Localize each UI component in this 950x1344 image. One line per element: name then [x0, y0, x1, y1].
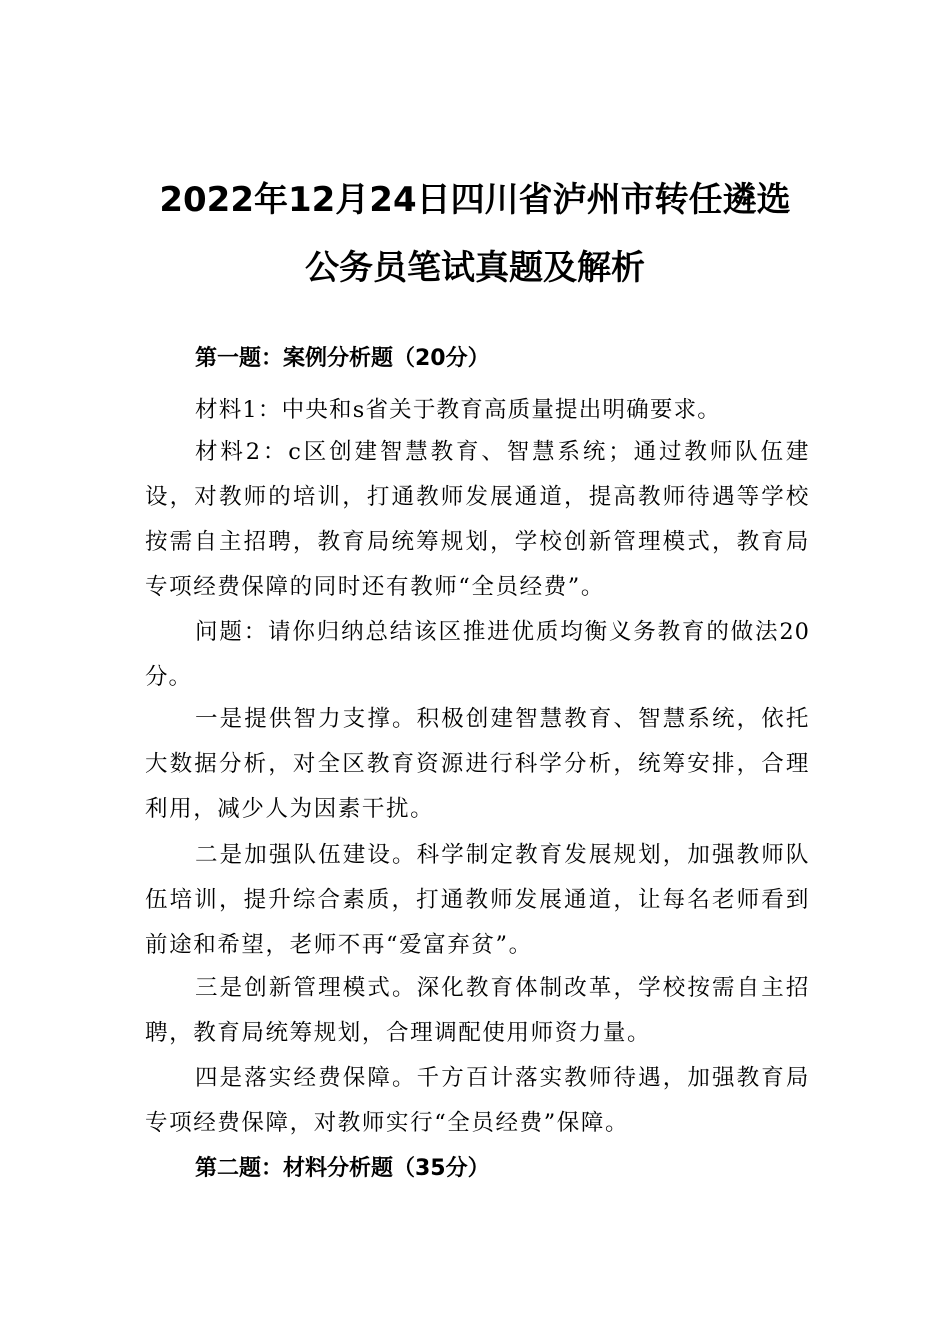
section1-heading: 第一题：案例分析题（20分） [195, 346, 490, 371]
answer4-paragraph: 四是落实经费保障。千方百计落实教师待遇，加强教育局专项经费保障，对教师实行“全员经费”保障。 [145, 1065, 810, 1136]
answer2-paragraph: 二是加强队伍建设。科学制定教育发展规划，加强教师队伍培训，提升综合素质，打通教师发展通道，让每名老师看到前途和希望，老师不再“爱富弃贫”。 [145, 842, 810, 958]
answer1-paragraph: 一是提供智力支撑。积极创建智慧教育、智慧系统，依托大数据分析，对全区教育资源进行科学分析，统筹安排，合理利用，减少人为因素干扰。 [145, 706, 810, 822]
question-paragraph: 问题：请你归纳总结该区推进优质均衡义务教育的做法20分。 [145, 619, 810, 690]
document-title-line2: 公务员笔试真题及解析 [305, 248, 645, 288]
answer3-paragraph: 三是创新管理模式。深化教育体制改革，学校按需自主招聘，教育局统筹规划，合理调配使用师资力量。 [145, 975, 810, 1046]
document-title-line1: 2022年12月24日四川省泸州市转任遴选 [159, 180, 791, 220]
material2-paragraph: 材料2：c区创建智慧教育、智慧系统；通过教师队伍建设，对教师的培训，打通教师发展通道，提高教师待遇等学校按需自主招聘，教育局统筹规划，学校创新管理模式，教育局专项经费保障的同时还有教师“全员经费”。 [145, 439, 810, 600]
section2-heading: 第二题：材料分析题（35分） [195, 1156, 490, 1181]
material1-paragraph: 材料1：中央和s省关于教育高质量提出明确要求。 [195, 397, 721, 423]
